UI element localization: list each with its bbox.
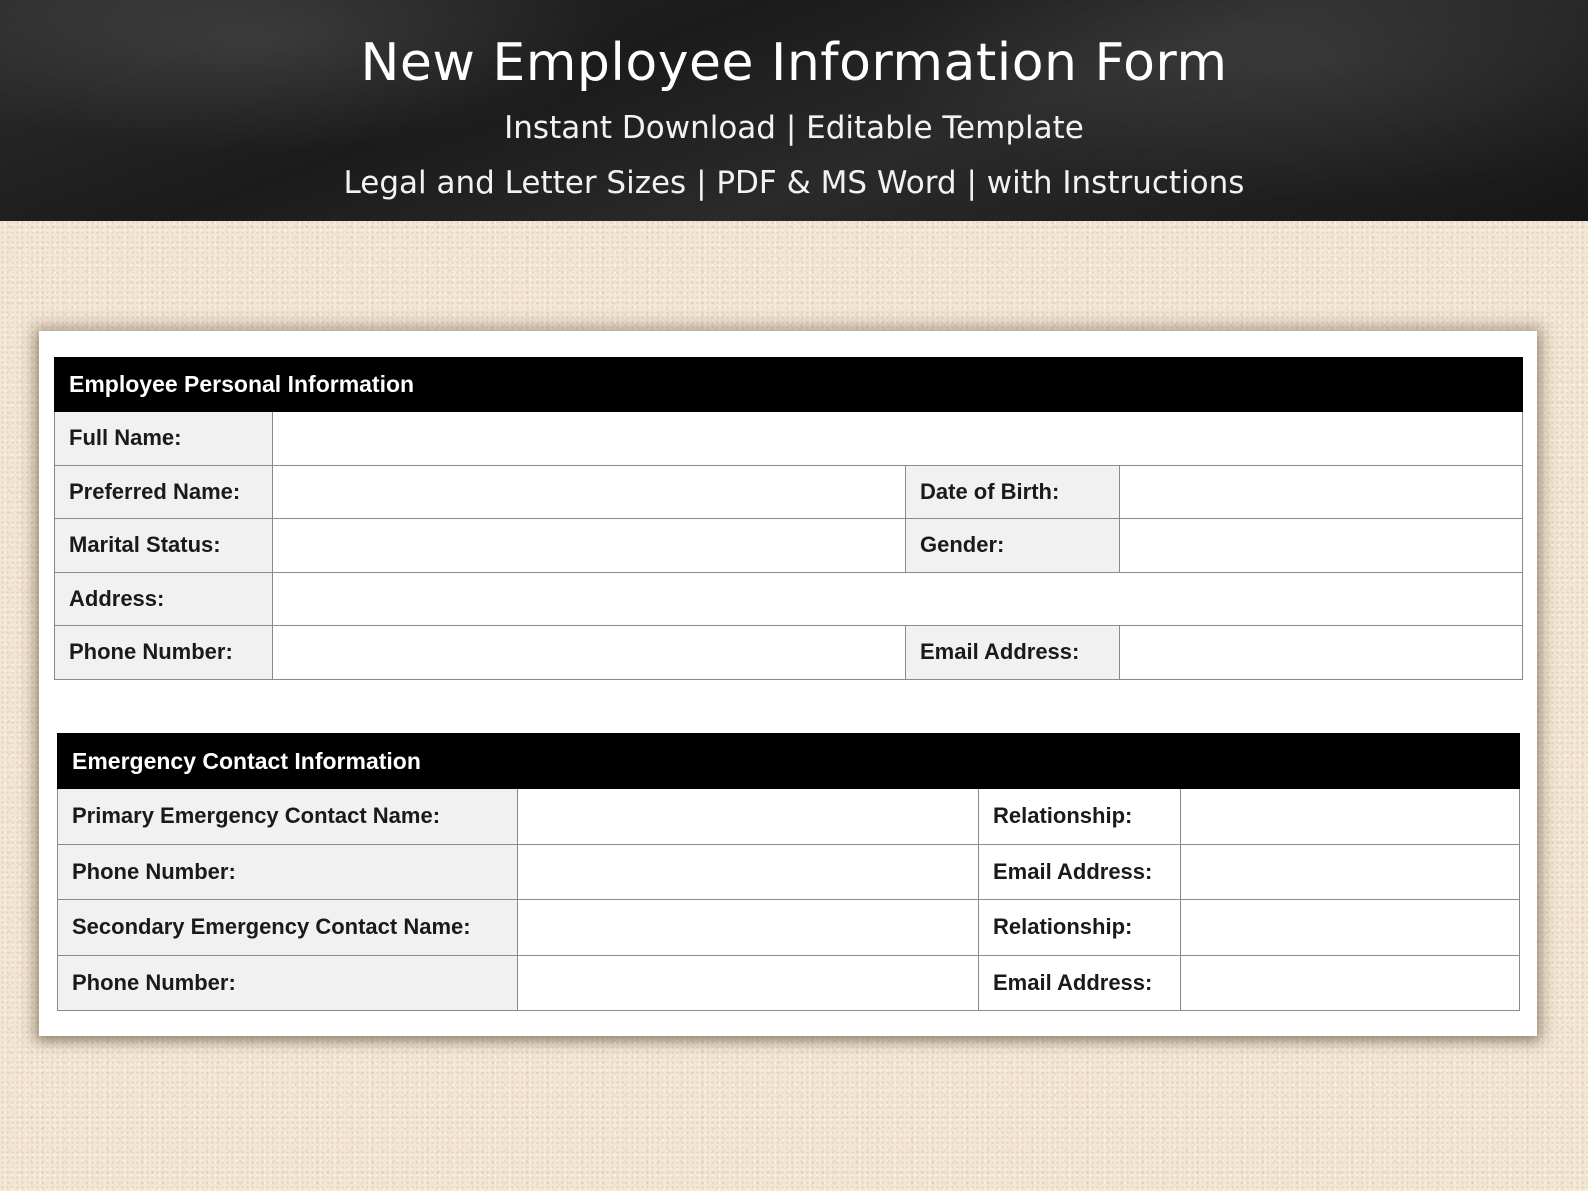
primary-email-field[interactable]: [1181, 844, 1520, 900]
emergency-contact-header: Emergency Contact Information: [58, 734, 1520, 789]
table-row: [55, 412, 1523, 466]
table-row: [58, 789, 1520, 845]
email-address-label: Email Address:: [906, 626, 1120, 680]
preferred-name-label: Preferred Name:: [55, 465, 273, 519]
gender-label: Gender:: [906, 519, 1120, 573]
banner-subtitle-2: Legal and Letter Sizes | PDF & MS Word | with Instructions: [343, 165, 1245, 201]
table-row: [55, 465, 1523, 519]
secondary-email-label: Email Address:: [979, 955, 1181, 1011]
marital-status-field[interactable]: [273, 519, 906, 573]
date-of-birth-field[interactable]: [1120, 465, 1523, 519]
address-label: Address:: [55, 572, 273, 626]
gender-field[interactable]: [1120, 519, 1523, 573]
primary-phone-label: Phone Number:: [58, 844, 518, 900]
phone-number-label: Phone Number:: [55, 626, 273, 680]
table-row: [58, 955, 1520, 1011]
full-name-field[interactable]: [273, 412, 1523, 466]
table-row: [55, 519, 1523, 573]
full-name-label: Full Name:: [55, 412, 273, 466]
secondary-contact-name-label: Secondary Emergency Contact Name:: [58, 900, 518, 956]
secondary-phone-label: Phone Number:: [58, 955, 518, 1011]
primary-relationship-label: Relationship:: [979, 789, 1181, 845]
primary-contact-name-label: Primary Emergency Contact Name:: [58, 789, 518, 845]
personal-info-header: Employee Personal Information: [55, 358, 1523, 412]
primary-email-label: Email Address:: [979, 844, 1181, 900]
secondary-relationship-field[interactable]: [1181, 900, 1520, 956]
banner-subtitle-1: Instant Download | Editable Template: [504, 110, 1084, 146]
secondary-relationship-label: Relationship:: [979, 900, 1181, 956]
address-field[interactable]: [273, 572, 1523, 626]
form-document: [39, 331, 1537, 1036]
marital-status-label: Marital Status:: [55, 519, 273, 573]
secondary-email-field[interactable]: [1181, 955, 1520, 1011]
banner-title: New Employee Information Form: [360, 33, 1228, 93]
table-row: [58, 900, 1520, 956]
preferred-name-field[interactable]: [273, 465, 906, 519]
phone-number-field[interactable]: [273, 626, 906, 680]
table-row: [55, 626, 1523, 680]
primary-contact-name-field[interactable]: [518, 789, 979, 845]
emergency-contact-table: [57, 733, 1520, 1011]
primary-relationship-field[interactable]: [1181, 789, 1520, 845]
table-row: [55, 572, 1523, 626]
secondary-contact-name-field[interactable]: [518, 900, 979, 956]
table-row: [58, 844, 1520, 900]
date-of-birth-label: Date of Birth:: [906, 465, 1120, 519]
primary-phone-field[interactable]: [518, 844, 979, 900]
personal-info-table: [54, 357, 1523, 680]
secondary-phone-field[interactable]: [518, 955, 979, 1011]
email-address-field[interactable]: [1120, 626, 1523, 680]
banner: [0, 0, 1588, 221]
